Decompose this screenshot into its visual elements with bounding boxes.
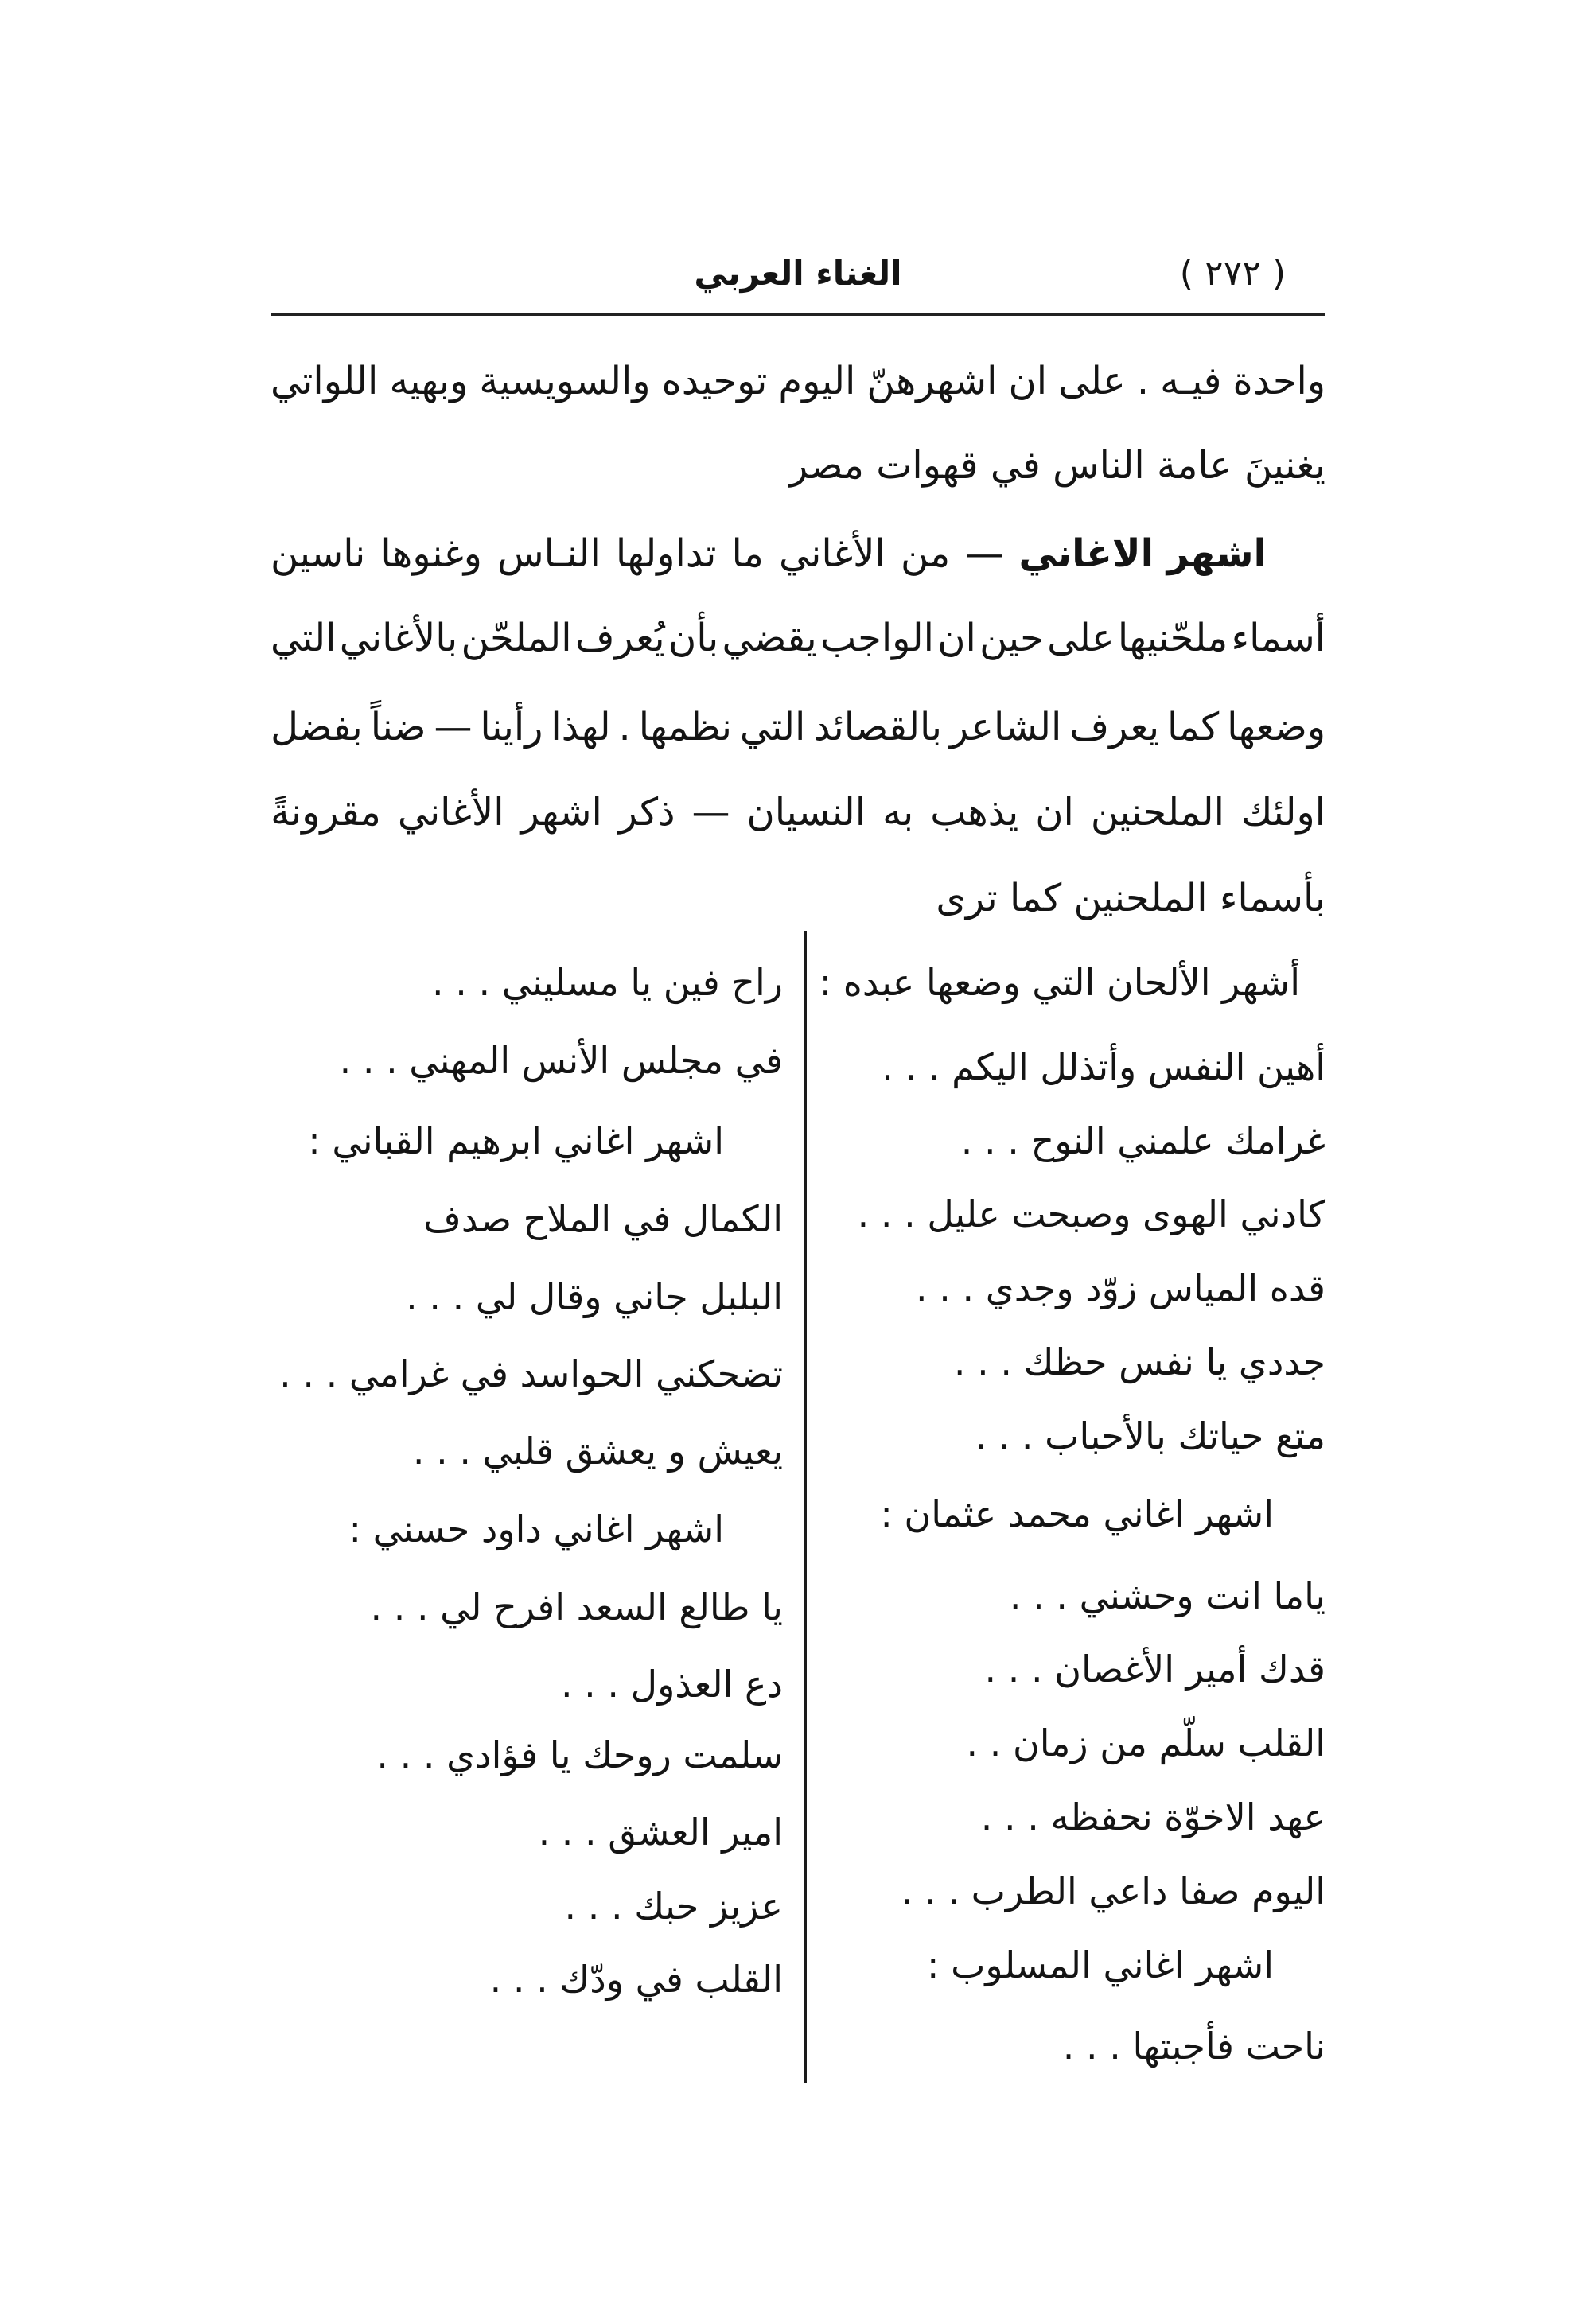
composer-heading-ibrahim-qabbani: اشهر اغاني ابرهيم القباني : (308, 1119, 724, 1162)
song-title: القلب سلّم من زمان . . (966, 1722, 1325, 1764)
word: مقرونةً (271, 790, 381, 835)
composer-heading-abduh: أشهر الألحان التي وضعها عبده : (819, 961, 1300, 1004)
word: ما (731, 531, 764, 576)
body-line-6 (271, 780, 1325, 844)
song-title: في مجلس الأنس المهني . . . (339, 1039, 783, 1082)
word: توحيده (661, 359, 768, 403)
song-title: قدك أمير الأغصان . . . (984, 1648, 1325, 1691)
word: الشاعر (949, 705, 1062, 749)
word: الأغاني (397, 790, 504, 835)
column-divider (804, 931, 807, 2083)
running-title: الغناء العربي (694, 254, 902, 293)
song-title: سلمت روحك يا فؤادي . . . (376, 1733, 783, 1776)
word: رأينا (480, 705, 543, 749)
word: — (434, 705, 473, 749)
word: يُعرف (574, 616, 665, 660)
song-title: عهد الاخوّة نحفظه . . . (980, 1796, 1325, 1838)
song-title: ناحت فأجبتها . . . (1062, 2025, 1325, 2068)
song-title: الكمال في الملاح صدف (423, 1197, 783, 1240)
word: التي (271, 616, 337, 660)
word: بالأغاني (339, 616, 458, 660)
word: تداولها (615, 531, 717, 576)
song-title: امير العشق . . . (538, 1811, 783, 1854)
word: — (691, 790, 730, 835)
word: حين (979, 616, 1044, 660)
word: اولئك (1240, 790, 1325, 835)
word: يعرف (1069, 705, 1160, 749)
body-line-5 (271, 695, 1325, 759)
page-number: ( ٢٧٢ ) (1179, 253, 1286, 294)
song-title: قده المياس زوّد وجدي . . . (916, 1266, 1325, 1309)
song-title: اليوم صفا داعي الطرب . . . (901, 1870, 1325, 1912)
body-line-1 (271, 349, 1325, 413)
song-title: أهين النفس وأتذلل اليكم . . . (882, 1045, 1325, 1088)
word: اليوم (778, 359, 856, 403)
word: الملحّن (461, 616, 572, 660)
song-title: يا طالع السعد افرح لي . . . (370, 1585, 783, 1628)
song-title: البلبل جاني وقال لي . . . (406, 1275, 783, 1318)
word: كما (1167, 705, 1220, 749)
song-title: تضحكني الحواسد في غرامي . . . (279, 1352, 783, 1395)
word: بفضل (271, 705, 363, 749)
word: اشهر (520, 790, 602, 835)
body-line-2: يغنينَ عامة الناس في قهوات مصر (789, 443, 1325, 488)
song-title: عزيز حبك . . . (564, 1885, 783, 1928)
word: ان (1035, 790, 1074, 835)
word: لهذا (551, 705, 611, 749)
word: النسيان (746, 790, 866, 835)
word: على (1047, 616, 1115, 660)
word: . (618, 705, 631, 749)
word: ناسين (271, 531, 366, 576)
word: به (882, 790, 914, 835)
body-line-4 (271, 606, 1325, 670)
word: النـاس (497, 531, 601, 576)
composer-heading-maslub: اشهر اغاني المسلوب : (927, 1943, 1274, 1986)
word: وضعها (1227, 705, 1325, 749)
word: نظمها (638, 705, 732, 749)
word: من (900, 531, 951, 576)
song-title: غرامك علمني النوح . . . (960, 1119, 1325, 1162)
body-line-3 (271, 522, 1267, 586)
header-rule (271, 313, 1325, 316)
song-title: دع العذول . . . (560, 1663, 783, 1706)
word: على (1058, 359, 1126, 403)
song-title: القلب في ودّك . . . (489, 1958, 783, 2001)
word: ان (1008, 359, 1048, 403)
composer-heading-dawud-husni: اشهر اغاني داود حسني : (348, 1508, 724, 1550)
word: الملحنين (1090, 790, 1224, 835)
word: — (965, 531, 1004, 576)
word: يقضي (722, 616, 817, 660)
song-title: ياما انت وحشني . . . (1009, 1574, 1325, 1617)
song-title: يعيش و يعشق قلبي . . . (412, 1430, 783, 1473)
word: اللواتي (271, 359, 379, 403)
word: وبهيه (389, 359, 469, 403)
song-title: كادني الهوى وصبحت عليل . . . (857, 1193, 1325, 1235)
word: والسويسية (479, 359, 651, 403)
word: ضناً (370, 705, 426, 749)
word: يذهب (930, 790, 1019, 835)
word: بالقصائد (813, 705, 942, 749)
body-line-7: بأسماء الملحنين كما ترى (936, 876, 1325, 920)
song-title: جددي يا نفس حظك . . . (953, 1340, 1325, 1383)
word: بأن (668, 616, 719, 660)
paragraph-heading: اشهر الاغاني (1018, 531, 1267, 576)
composer-heading-muhammad-uthman: اشهر اغاني محمد عثمان : (880, 1492, 1274, 1535)
word: اشهرهنّ (866, 359, 998, 403)
word: الواجب (820, 616, 934, 660)
song-title: راح فين يا مسليني . . . (432, 961, 783, 1004)
word: فيـه (1160, 359, 1222, 403)
word: وغنوها (380, 531, 482, 576)
word: ان (937, 616, 976, 660)
word: أسماء (1231, 616, 1325, 660)
word: ملحّنيها (1117, 616, 1228, 660)
word: واحدة (1232, 359, 1325, 403)
song-title: متع حياتك بالأحباب . . . (975, 1414, 1325, 1457)
word: التي (739, 705, 806, 749)
word: ذكر (618, 790, 675, 835)
word: الأغاني (779, 531, 886, 576)
word: . (1136, 359, 1150, 403)
